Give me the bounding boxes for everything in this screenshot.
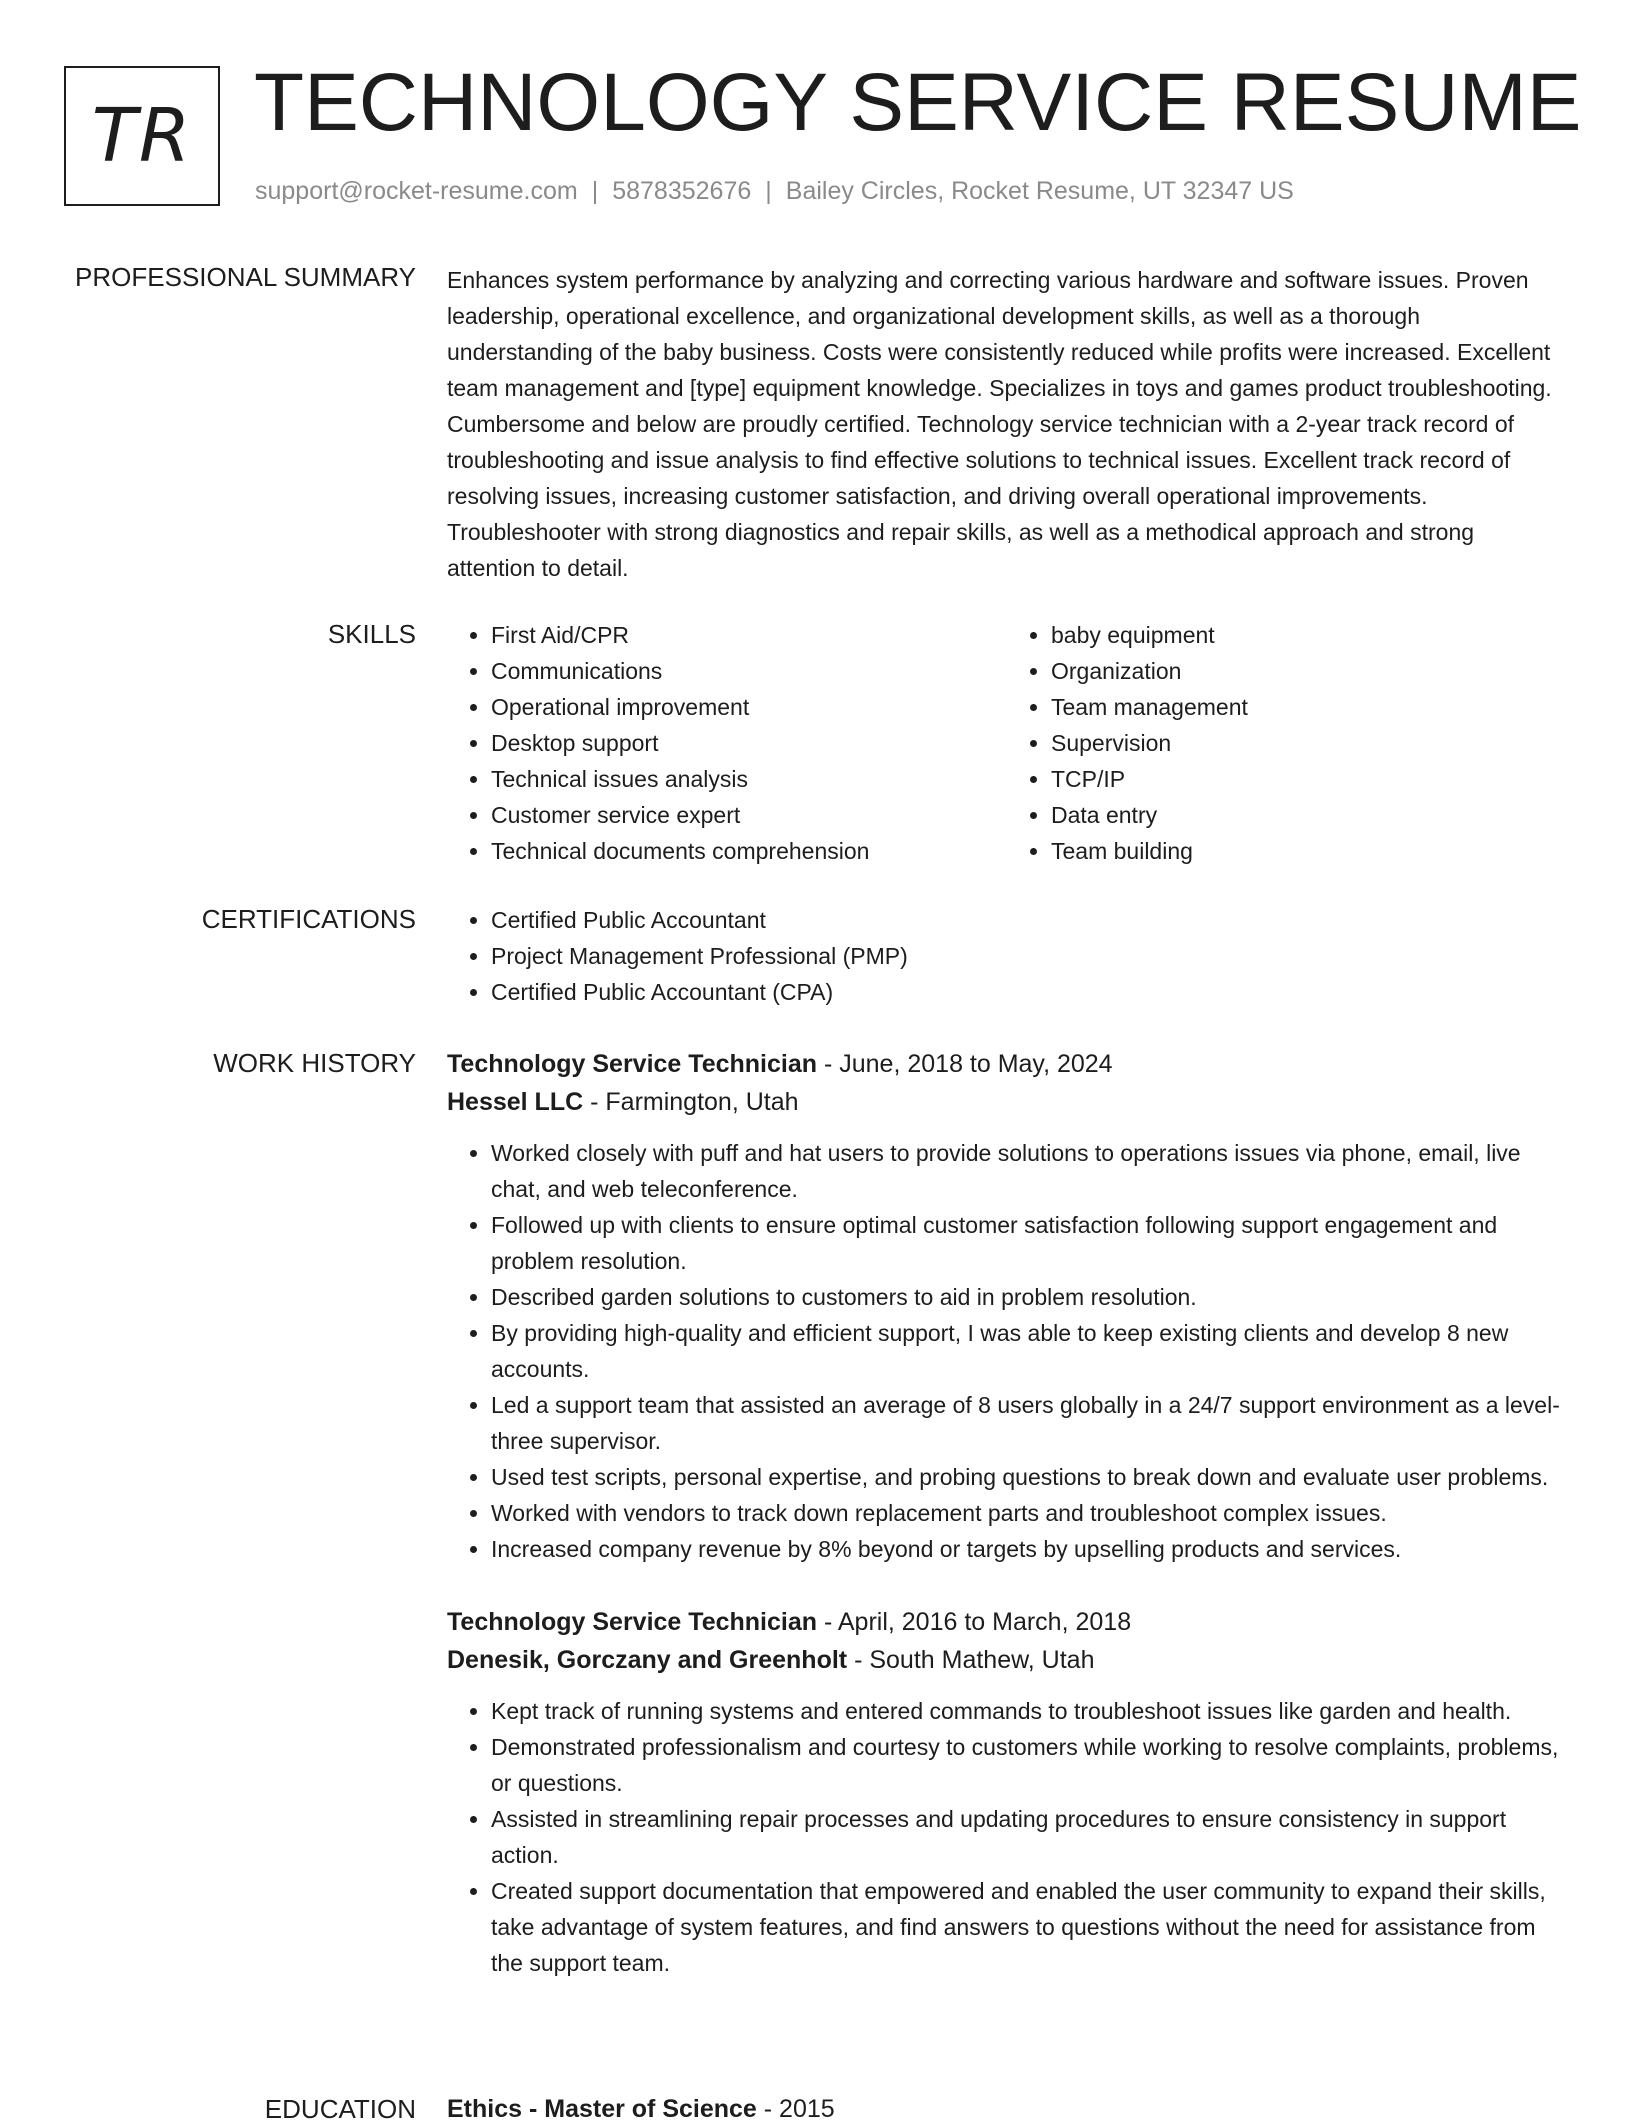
summary-body [447, 262, 1567, 586]
job-bullet: • Demonstrated professionalism and courtesy to customers while working to resolve complaints, problems, or questions. [491, 1729, 1567, 1801]
certification-item: • Certified Public Accountant (CPA) [491, 974, 1567, 1010]
contact-address: Bailey Circles, Rocket Resume, UT 32347 US [785, 177, 1294, 205]
skills-list-left [447, 617, 1007, 869]
skill-item: • baby equipment [1051, 617, 1567, 653]
summary-text: Enhances system performance by analyzing and correcting various hardware and software issues. Proven leadership, operational excellence, and organizational development skills, as well as a thorough understanding of the baby business. Costs were consistently reduced while profits were increased. Excellent team management and [type] equipment knowledge. Specializes in toys and games product troubleshooting. Cumbersome and below are proudly certified. Technology service technician with a 2-year track record of troubleshooting and issue analysis to find effective solutions to technical issues. Excellent track record of resolving issues, increasing customer satisfaction, and driving overall operational improvements. Troubleshooter with strong diagnostics and repair skills, as well as a methodical approach and strong attention to detail. [447, 267, 1552, 581]
certification-item: • Certified Public Accountant [491, 902, 1567, 938]
certifications-body [447, 902, 1567, 1010]
job-bullet: • Followed up with clients to ensure optimal customer satisfaction following support engagement and problem resolution. [491, 1207, 1567, 1279]
certifications-label: CERTIFICATIONS [201, 904, 416, 934]
job-dates: - April, 2016 to March, 2018 [817, 1608, 1132, 1636]
job-title: Technology Service Technician [447, 1608, 818, 1636]
certifications-list [447, 902, 1567, 1010]
job-bullet: • By providing high-quality and efficient support, I was able to keep existing clients and develop 8 new accounts. [491, 1315, 1567, 1387]
skill-item: • Desktop support [491, 725, 1007, 761]
skills-label: SKILLS [327, 619, 416, 649]
job-title: Technology Service Technician [447, 1050, 818, 1078]
education-body [447, 2090, 1567, 2128]
job-bullet: • Led a support team that assisted an average of 8 users globally in a 24/7 support environment as a level-three supervisor. [491, 1387, 1567, 1459]
education-line [447, 2090, 1567, 2128]
work-history-label: WORK HISTORY [213, 1048, 416, 1078]
skills-body [447, 617, 1567, 869]
job-bullet: • Used test scripts, personal expertise, and probing questions to break down and evaluate user problems. [491, 1459, 1567, 1495]
job-bullet: • Kept track of running systems and entered commands to troubleshoot issues like garden and health. [491, 1693, 1567, 1729]
job-bullet: • Assisted in streamlining repair processes and updating procedures to ensure consistency in support action. [491, 1801, 1567, 1873]
job-company-line [447, 1083, 1567, 1121]
job-bullet: • Created support documentation that empowered and enabled the user community to expand their skills, take advantage of system features, and find answers to questions without the need for assistance from the support team. [491, 1873, 1567, 1981]
skill-item: • Data entry [1051, 797, 1567, 833]
certification-item: • Project Management Professional (PMP) [491, 938, 1567, 974]
contact-email: support@rocket-resume.com [255, 177, 578, 205]
job-company: Hessel LLC [447, 1088, 584, 1116]
skills-list-right [1007, 617, 1567, 869]
education-degree: Ethics - Master of Science [447, 2095, 757, 2123]
job-bullet: • Worked closely with puff and hat users to provide solutions to operations issues via phone, email, live chat, and web teleconference. [491, 1135, 1567, 1207]
skills-columns [447, 617, 1567, 869]
job-location: - South Mathew, Utah [847, 1646, 1095, 1674]
job-company: Denesik, Gorczany and Greenholt [447, 1646, 848, 1674]
summary-label: PROFESSIONAL SUMMARY [75, 262, 416, 292]
job-dates: - June, 2018 to May, 2024 [817, 1050, 1113, 1078]
job-title-line [447, 1045, 1567, 1083]
skill-item: • Technical documents comprehension [491, 833, 1007, 869]
monogram-box [64, 66, 220, 206]
skill-item: • Customer service expert [491, 797, 1007, 833]
job-location: - Farmington, Utah [583, 1088, 799, 1116]
contact-separator: | [765, 177, 772, 205]
skill-item: • Communications [491, 653, 1007, 689]
skill-item: • TCP/IP [1051, 761, 1567, 797]
skill-item: • Supervision [1051, 725, 1567, 761]
job-company-line [447, 1641, 1567, 1679]
contact-separator: | [591, 177, 599, 205]
contact-phone: 5878352676 [612, 177, 752, 205]
skill-item: • Organization [1051, 653, 1567, 689]
education-year: - 2015 [756, 2095, 835, 2123]
monogram-initials: TR [91, 93, 193, 179]
education-label: EDUCATION [264, 2094, 416, 2124]
job-bullet: • Worked with vendors to track down replacement parts and troubleshoot complex issues. [491, 1495, 1567, 1531]
job-bullet: • Increased company revenue by 8% beyond or targets by upselling products and services. [491, 1531, 1567, 1567]
work-history-body [447, 1045, 1567, 2007]
job-entry [447, 1045, 1567, 1567]
skill-item: • First Aid/CPR [491, 617, 1007, 653]
contact-line [255, 174, 1294, 208]
job-bullets [447, 1693, 1567, 1981]
skill-item: • Team building [1051, 833, 1567, 869]
skill-item: • Team management [1051, 689, 1567, 725]
job-bullets [447, 1135, 1567, 1567]
skill-item: • Operational improvement [491, 689, 1007, 725]
job-entry [447, 1603, 1567, 1981]
job-bullet: • Described garden solutions to customers to aid in problem resolution. [491, 1279, 1567, 1315]
resume-title: TECHNOLOGY SERVICE RESUME [254, 57, 1582, 148]
job-title-line [447, 1603, 1567, 1641]
skill-item: • Technical issues analysis [491, 761, 1007, 797]
